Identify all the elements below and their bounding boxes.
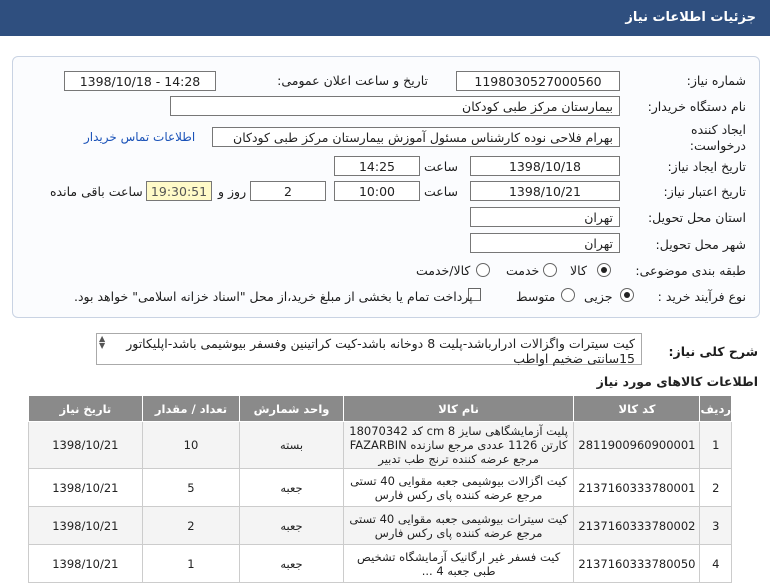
contact-info-link[interactable]: اطلاعات تماس خریدار	[84, 130, 196, 144]
row-code: 2137160333780002	[574, 507, 700, 545]
created-time-field: 14:25	[334, 156, 420, 176]
table-row[interactable]	[29, 507, 732, 545]
city-field: تهران	[470, 233, 620, 253]
row-date: 1398/10/21	[29, 507, 143, 545]
province-label: استان محل تحویل:	[647, 210, 746, 225]
announce-label: تاریخ و ساعت اعلان عمومی:	[277, 73, 428, 88]
row-name: کیت فسفر غیر ارگانیک آزمایشگاه تشخیص طبی جعبه 4 ...	[343, 545, 574, 583]
row-code: 2137160333780001	[574, 469, 700, 507]
row-index: 3	[700, 507, 732, 545]
need-number-label: شماره نیاز:	[686, 73, 746, 88]
treasury-payment-note: پرداخت تمام یا بخشی از مبلغ خرید،از محل "اسناد خزانه اسلامی" خواهد بود.	[74, 289, 473, 304]
days-label: روز و	[218, 184, 247, 199]
scroll-arrows-icon[interactable]: ▲ ▼	[99, 334, 106, 350]
city-label: شهر محل تحویل:	[655, 237, 746, 252]
created-date-label: تاریخ ایجاد نیاز:	[667, 159, 746, 174]
row-unit: جعبه	[240, 507, 344, 545]
process-label: نوع فرآیند خرید :	[657, 289, 746, 304]
col-qty: تعداد / مقدار	[142, 396, 240, 422]
process-option-minor: جزیی	[584, 289, 613, 304]
category-radio-goods-service[interactable]	[476, 263, 490, 277]
process-option-medium: متوسط	[516, 289, 556, 304]
category-option-goods-service: کالا/خدمت	[416, 263, 471, 278]
row-code: 2137160333780050	[574, 545, 700, 583]
row-date: 1398/10/21	[29, 545, 143, 583]
valid-hour-label: ساعت	[424, 184, 459, 199]
remaining-time-field: 19:30:51	[146, 181, 212, 201]
category-radio-service[interactable]	[543, 263, 557, 277]
remaining-label: ساعت باقی مانده	[50, 184, 143, 199]
category-option-goods: کالا	[570, 263, 587, 278]
process-radio-medium[interactable]	[561, 288, 575, 302]
table-row[interactable]	[29, 422, 732, 469]
col-name: نام کالا	[343, 396, 574, 422]
row-date: 1398/10/21	[29, 469, 143, 507]
row-code: 2811900960900001	[574, 422, 700, 469]
items-table	[28, 395, 732, 583]
creator-field: بهرام فلاحی نوده کارشناس مسئول آموزش بیمارستان مرکز طبی کودکان	[212, 127, 620, 147]
creator-label-1: ایجاد کننده	[691, 122, 746, 137]
header-bar	[0, 0, 770, 36]
need-number-field: 1198030527000560	[456, 71, 620, 91]
description-label: شرح کلی نیاز:	[668, 344, 758, 359]
row-qty: 10	[142, 422, 240, 469]
creator-label-2: درخواست:	[689, 138, 746, 153]
col-code: کد کالا	[574, 396, 700, 422]
valid-time-field: 10:00	[334, 181, 420, 201]
page-title: جزئیات اطلاعات نیاز	[625, 10, 756, 25]
province-field: تهران	[470, 207, 620, 227]
row-name: کیت سیترات بیوشیمی جعبه مقوایی 40 تستی مرجع عرضه کننده پای رکس فارس	[343, 507, 574, 545]
description-box: کیت سیترات واگزالات ادرارباشد-پلیت 8 دوخانه باشد-کیت کراتینین وفسفر بیوشیمی باشد-اپلیکاتور 15سانتی ضخیم اواطب	[96, 333, 642, 365]
row-unit: جعبه	[240, 469, 344, 507]
row-index: 1	[700, 422, 732, 469]
table-row[interactable]	[29, 545, 732, 583]
announce-field: 1398/10/18 - 14:28	[64, 71, 216, 91]
col-date: تاریخ نیاز	[29, 396, 143, 422]
valid-date-field: 1398/10/21	[470, 181, 620, 201]
days-field: 2	[250, 181, 326, 201]
row-index: 4	[700, 545, 732, 583]
category-option-service: خدمت	[506, 263, 540, 278]
row-qty: 2	[142, 507, 240, 545]
row-date: 1398/10/21	[29, 422, 143, 469]
row-qty: 5	[142, 469, 240, 507]
buyer-field: بیمارستان مرکز طبی کودکان	[170, 96, 620, 116]
category-radio-goods[interactable]	[597, 263, 611, 277]
row-name: کیت اگزالات بیوشیمی جعبه مقوایی 40 تستی مرجع عرضه کننده پای رکس فارس	[343, 469, 574, 507]
category-label: طبقه بندی موضوعی:	[635, 263, 746, 278]
buyer-label: نام دستگاه خریدار:	[647, 99, 746, 114]
created-hour-label: ساعت	[424, 159, 459, 174]
col-index: ردیف	[700, 396, 732, 422]
valid-date-label: تاریخ اعتبار نیاز:	[663, 184, 746, 199]
row-name: پلیت آزمایشگاهی سایز 8 cm کد 18070342 کارتن 1126 عددی مرجع سازنده FAZARBIN مرجع عرضه کننده ترنج طب تدبیر	[343, 422, 574, 469]
items-section-title: اطلاعات کالاهای مورد نیاز	[596, 374, 758, 389]
col-unit: واحد شمارش	[240, 396, 344, 422]
row-unit: جعبه	[240, 545, 344, 583]
row-qty: 1	[142, 545, 240, 583]
created-date-field: 1398/10/18	[470, 156, 620, 176]
row-index: 2	[700, 469, 732, 507]
process-radio-minor[interactable]	[620, 288, 634, 302]
row-unit: بسته	[240, 422, 344, 469]
table-row[interactable]	[29, 469, 732, 507]
